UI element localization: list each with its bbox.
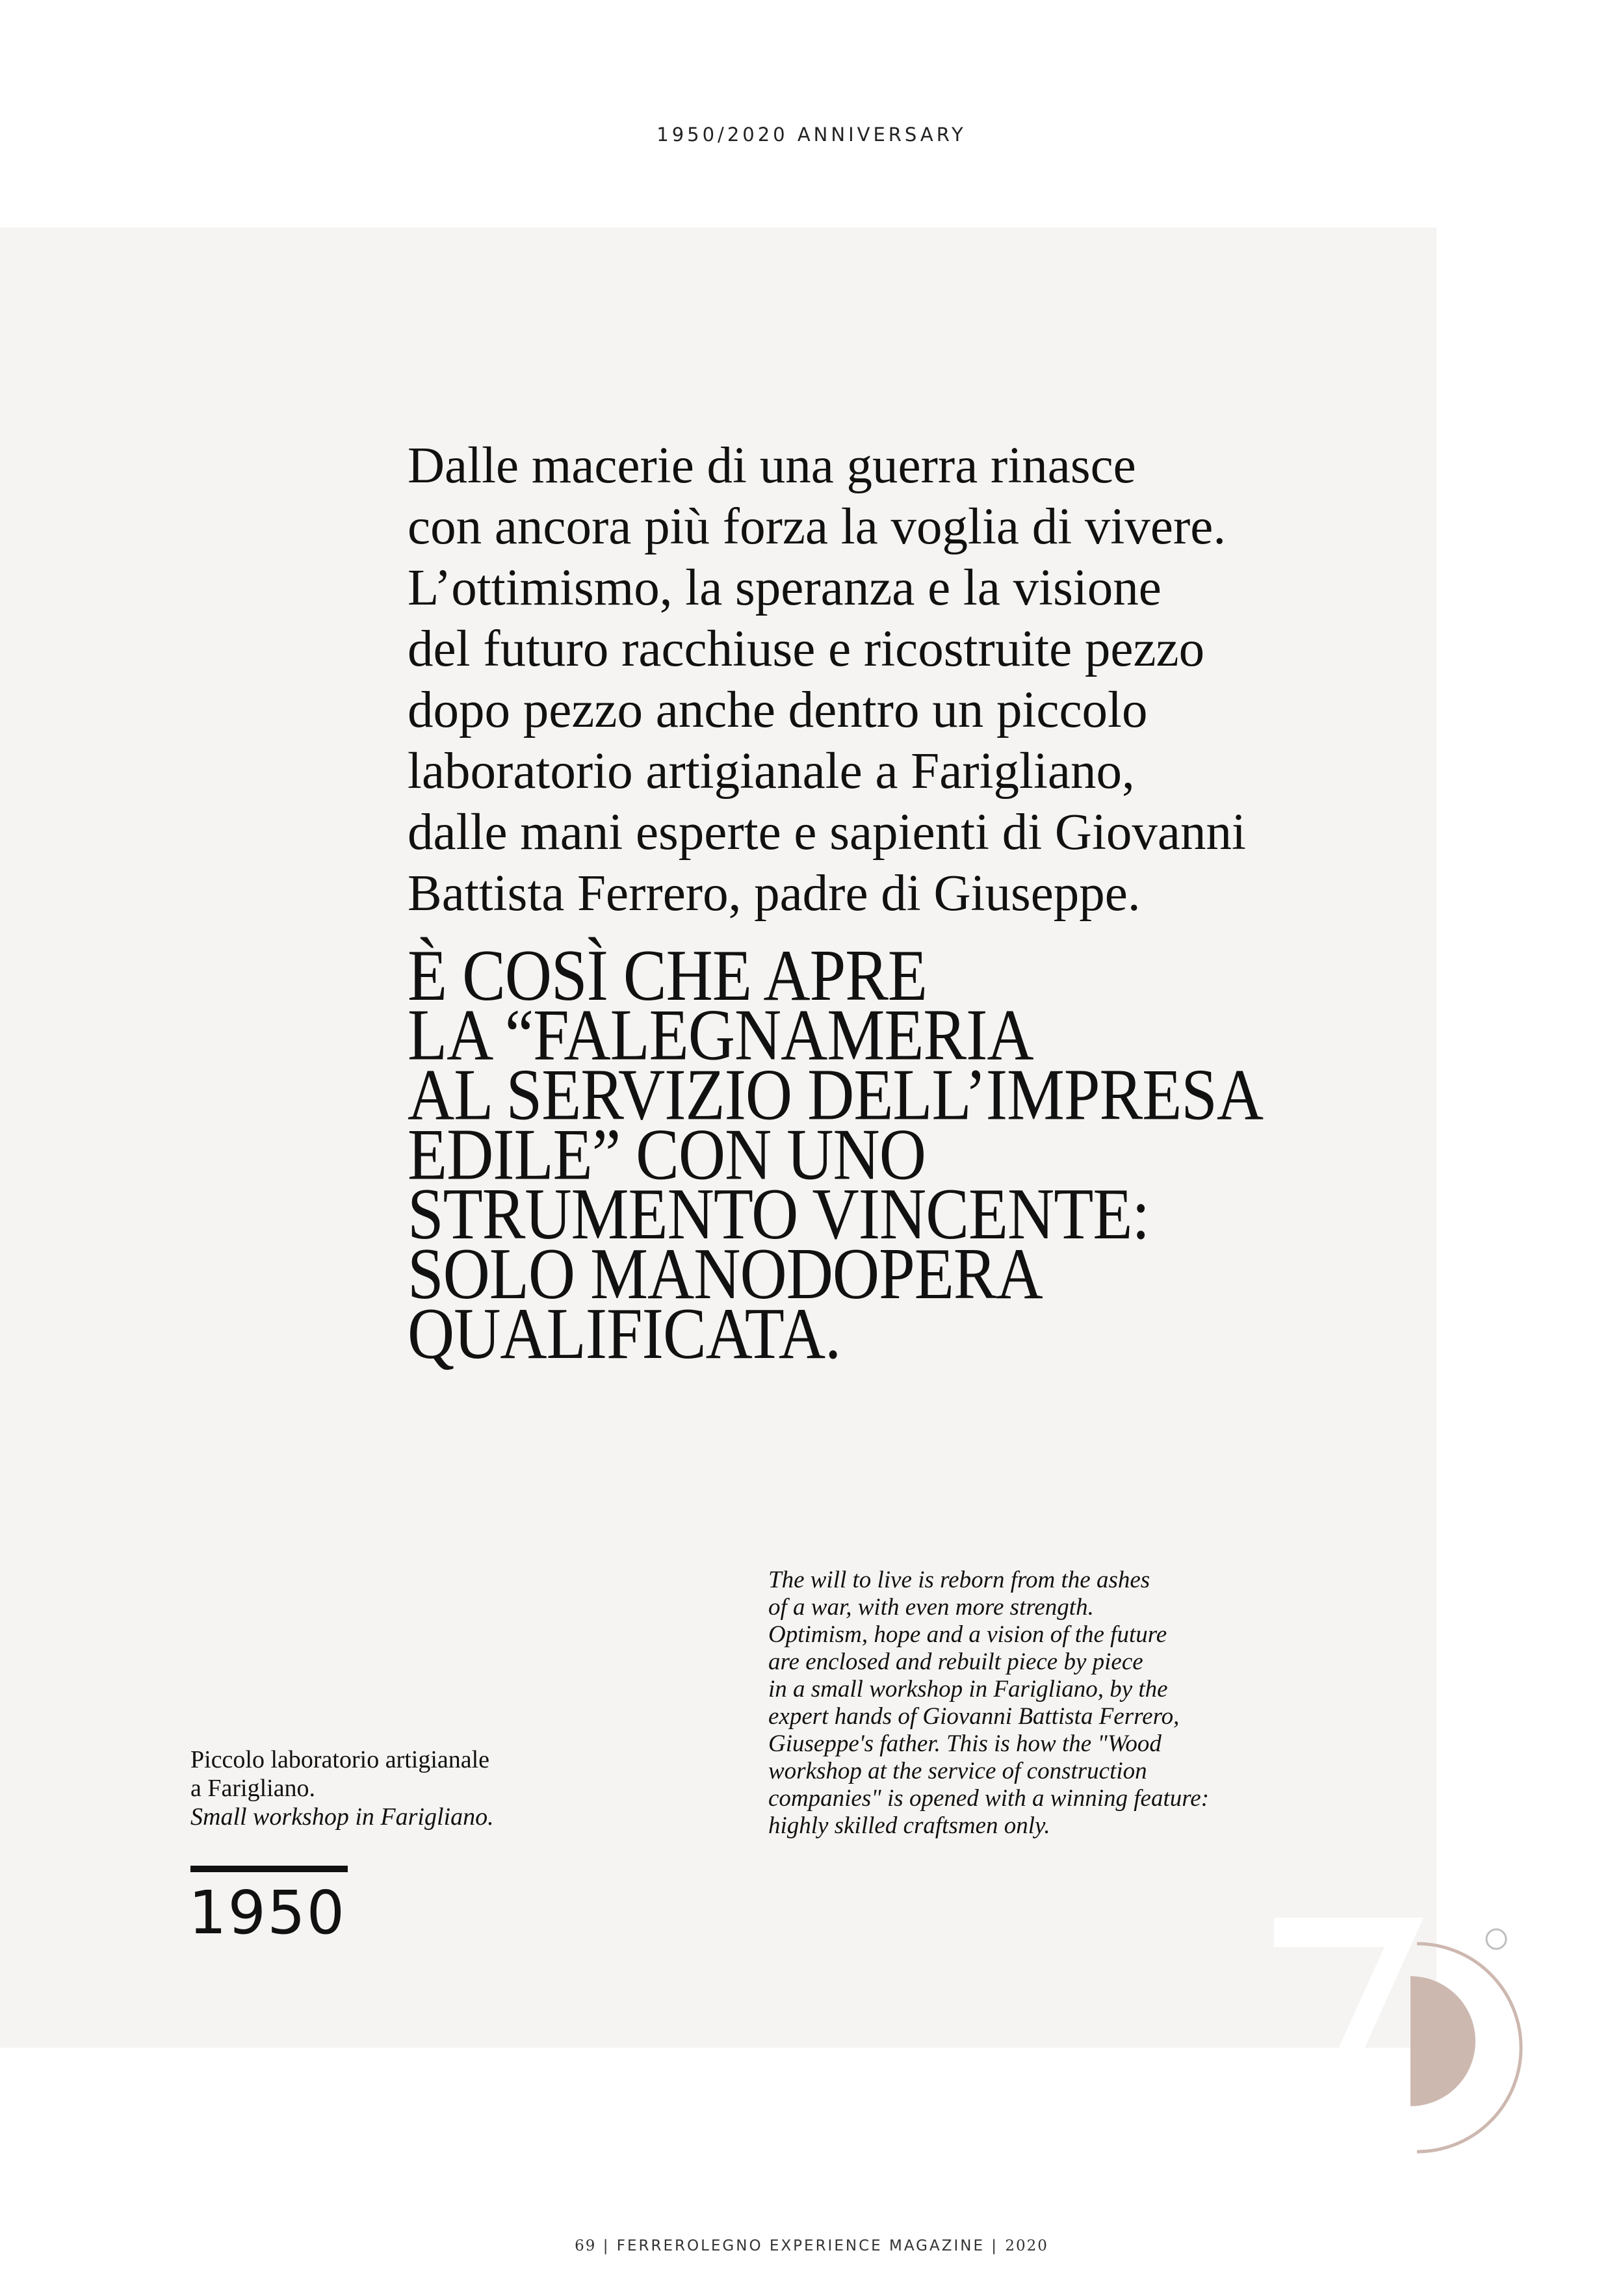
seven-shape (1274, 1918, 1423, 2119)
footer-separator: | (603, 2237, 610, 2254)
english-line: highly skilled craftsmen only. (768, 1812, 1050, 1839)
half-disc (1410, 1976, 1475, 2106)
english-line: Optimism, hope and a vision of the future (768, 1621, 1167, 1648)
intro-line: del futuro racchiuse e ricostruite pezzo (408, 621, 1205, 677)
magazine-name: FERREROLEGNO EXPERIENCE MAGAZINE (616, 2237, 985, 2254)
english-line: expert hands of Giovanni Battista Ferrero, (768, 1703, 1180, 1730)
anniversary-70-logo-icon (1261, 1905, 1560, 2178)
english-line: workshop at the service of construction (768, 1758, 1147, 1784)
year-label: 1950 (188, 1878, 346, 1948)
degree-circle (1487, 1929, 1506, 1949)
english-line: Giuseppe's father. This is how the "Wood (768, 1730, 1162, 1757)
page-number: 69 (575, 2237, 597, 2254)
headline-line: LA “FALEGNAMERIA (408, 995, 1033, 1076)
footer-separator: | (991, 2237, 999, 2254)
headline-line: AL SERVIZIO DELL’IMPRESA (408, 1054, 1264, 1136)
intro-line: dopo pezzo anche dentro un piccolo (408, 682, 1148, 738)
caption-english-line: Small workshop in Farigliano. (190, 1803, 494, 1831)
intro-line: laboratorio artigianale a Farigliano, (408, 743, 1135, 800)
english-line: The will to live is reborn from the ashes (768, 1567, 1150, 1593)
page-footer (0, 2237, 1623, 2254)
headline-line: QUALIFICATA. (408, 1293, 841, 1374)
running-header: 1950/2020 ANNIVERSARY (656, 124, 967, 146)
intro-paragraph (408, 436, 1318, 924)
headline-line: SOLO MANODOPERA (408, 1233, 1043, 1314)
english-line: in a small workshop in Farigliano, by the (768, 1676, 1168, 1702)
headline-line: EDILE” CON UNO (408, 1114, 926, 1195)
intro-line: L’ottimismo, la speranza e la visione (408, 560, 1162, 616)
intro-line: con ancora più forza la voglia di vivere. (408, 499, 1227, 555)
english-line: are enclosed and rebuilt piece by piece (768, 1649, 1143, 1675)
intro-line: Battista Ferrero, padre di Giuseppe. (408, 865, 1141, 922)
english-line: of a war, with even more strength. (768, 1594, 1094, 1621)
english-line: companies" is opened with a winning feature: (768, 1785, 1210, 1812)
caption-italian-line: Piccolo laboratorio artigianale (190, 1746, 490, 1773)
headline-line: È COSÌ CHE APRE (408, 935, 928, 1016)
intro-line: dalle mani esperte e sapienti di Giovanni (408, 804, 1246, 861)
photo-caption (190, 1745, 494, 1831)
caption-italian-line: a Farigliano. (190, 1775, 316, 1802)
english-translation (768, 1567, 1209, 1840)
footer-year: 2020 (1005, 2237, 1048, 2254)
year-divider (190, 1866, 348, 1872)
pull-quote-headline (408, 935, 1383, 1374)
headline-line: STRUMENTO VINCENTE: (408, 1173, 1150, 1255)
intro-line: Dalle macerie di una guerra rinasce (408, 437, 1136, 494)
